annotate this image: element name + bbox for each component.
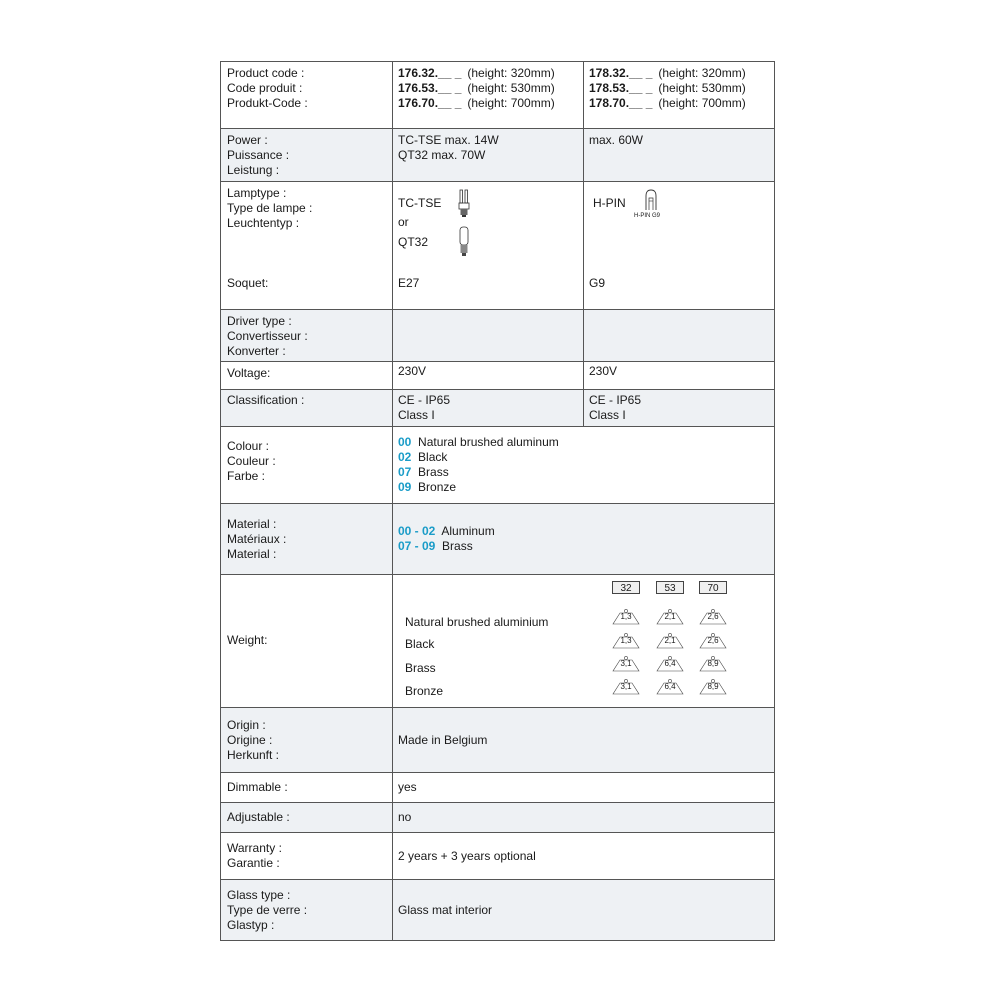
- origin-label: Origin : Origine : Herkunft :: [227, 718, 280, 762]
- classification-value-178: CE - IP65 Class I: [589, 393, 642, 422]
- row-origin: [221, 708, 774, 773]
- warranty-value: 2 years + 3 years optional: [398, 849, 536, 863]
- weight-value: 6,4: [655, 679, 685, 695]
- soquet-value-176: E27: [398, 276, 420, 290]
- weight-label: Weight:: [227, 633, 268, 647]
- row-colour: [221, 427, 774, 504]
- colour-option: 09 Bronze: [398, 480, 457, 494]
- weight-value: 2,6: [698, 609, 728, 625]
- voltage-value-176: 230V: [398, 364, 427, 378]
- row-weight: [221, 575, 774, 708]
- weight-row-label: Brass: [405, 661, 436, 675]
- colour-label: Colour : Couleur : Farbe :: [227, 439, 276, 483]
- colour-options: [398, 435, 559, 495]
- row-product-code: [221, 62, 774, 129]
- colour-option: 00 Natural brushed aluminum: [398, 435, 559, 449]
- weight-value: 1,3: [611, 609, 641, 625]
- voltage-label: Voltage:: [227, 366, 271, 380]
- material-options: [398, 524, 495, 554]
- colour-option: 07 Brass: [398, 465, 449, 479]
- voltage-value-178: 230V: [589, 364, 618, 378]
- row-power: [221, 129, 774, 182]
- row-driver: [221, 310, 774, 362]
- h-pin-lamp-icon: [644, 188, 658, 212]
- classification-label: Classification :: [227, 393, 305, 407]
- colour-option: 02 Black: [398, 450, 448, 464]
- row-dimmable: [221, 773, 774, 803]
- power-label: Power : Puissance : Leistung :: [227, 133, 290, 177]
- lamptype-label: Lamptype : Type de lampe : Leuchtentyp :: [227, 186, 313, 230]
- material-option: 00 - 02 Aluminum: [398, 524, 495, 538]
- weight-value: 2,1: [655, 609, 685, 625]
- h-pin-caption: H-PIN G9: [634, 213, 661, 219]
- origin-value: Made in Belgium: [398, 733, 488, 747]
- spec-sheet-table: [220, 61, 775, 941]
- power-value-178: max. 60W: [589, 133, 644, 147]
- product-codes-176: 176.32.__ _ (height: 320mm) 176.53.__ _ (height: 530mm) 176.70.__ _ (height: 700mm): [398, 66, 555, 110]
- weight-value: 6,4: [655, 656, 685, 672]
- row-classification: [221, 390, 774, 427]
- row-voltage: [221, 362, 774, 390]
- adjustable-label: Adjustable :: [227, 810, 290, 824]
- driver-value-176: [392, 310, 584, 361]
- driver-value-178: [583, 310, 774, 361]
- material-option: 07 - 09 Brass: [398, 539, 473, 553]
- dimmable-value: yes: [398, 780, 417, 794]
- row-lamptype: [221, 182, 774, 310]
- weight-table: [392, 575, 774, 707]
- soquet-value-178: G9: [589, 276, 606, 290]
- tc-tse-lamp-icon: [457, 189, 471, 219]
- glass-value: Glass mat interior: [398, 903, 493, 917]
- weight-row-label: Black: [405, 637, 435, 651]
- lamp-tc-tse-label: TC-TSE: [398, 196, 442, 210]
- weight-value: 8,9: [698, 656, 728, 672]
- weight-value: 3,1: [611, 656, 641, 672]
- weight-value: 2,6: [698, 633, 728, 649]
- weight-size-70: 70: [699, 581, 727, 594]
- weight-value: 1,3: [611, 633, 641, 649]
- row-material: [221, 504, 774, 575]
- dimmable-label: Dimmable :: [227, 780, 288, 794]
- row-adjustable: [221, 803, 774, 833]
- soquet-label: Soquet:: [227, 276, 269, 290]
- adjustable-value: no: [398, 810, 412, 824]
- weight-row-label: Bronze: [405, 684, 444, 698]
- lamp-hpin-label: H-PIN: [593, 196, 626, 210]
- power-value-176: TC-TSE max. 14W QT32 max. 70W: [398, 133, 499, 162]
- weight-size-53: 53: [656, 581, 684, 594]
- lamp-qt32-label: QT32: [398, 235, 429, 249]
- warranty-label: Warranty : Garantie :: [227, 841, 282, 870]
- qt32-lamp-icon: [458, 226, 470, 258]
- driver-label: Driver type : Convertisseur : Konverter :: [227, 314, 308, 358]
- weight-value: 2,1: [655, 633, 685, 649]
- product-code-label: Product code : Code produit : Produkt-Code :: [227, 66, 308, 110]
- lamp-or-label: or: [398, 215, 409, 229]
- row-glass: [221, 880, 774, 940]
- product-codes-178: 178.32.__ _ (height: 320mm) 178.53.__ _ (height: 530mm) 178.70.__ _ (height: 700mm): [589, 66, 746, 110]
- weight-size-32: 32: [612, 581, 640, 594]
- material-label: Material : Matériaux : Material :: [227, 517, 287, 561]
- classification-value-176: CE - IP65 Class I: [398, 393, 451, 422]
- weight-value: 3,1: [611, 679, 641, 695]
- weight-row-label: Natural brushed aluminium: [405, 615, 549, 629]
- row-warranty: [221, 833, 774, 880]
- weight-value: 8,9: [698, 679, 728, 695]
- glass-label: Glass type : Type de verre : Glastyp :: [227, 888, 308, 932]
